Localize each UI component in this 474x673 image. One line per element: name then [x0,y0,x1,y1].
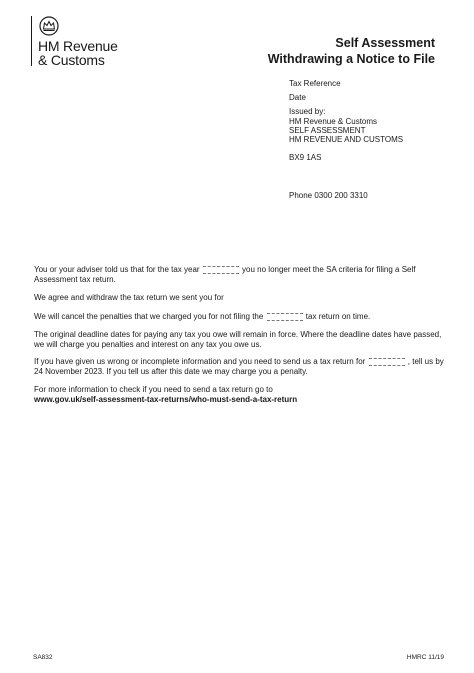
redacted-tax-year [369,358,405,366]
p1-text-a: You or your adviser told us that for the tax year [34,265,200,274]
paragraph-wrong-info [34,357,444,376]
tax-reference-label: Tax Reference [289,79,341,88]
paragraph-withdraw [34,293,444,303]
redacted-tax-year [267,313,303,321]
document-subtitle: Withdrawing a Notice to File [267,52,435,66]
issuer-line1: HM Revenue & Customs [289,117,378,126]
p6-text: For more information to check if you need to send a tax return go to [34,385,273,394]
gov-uk-link[interactable]: www.gov.uk/self-assessment-tax-returns/who-must-send-a-tax-return [34,394,298,404]
p3-text-a: We will cancel the penalties that we charged you for not filing the [34,312,264,321]
form-code: SA832 [33,654,53,661]
p2-text: We agree and withdraw the tax return we sent you for [34,293,224,302]
paragraph-tax-year [34,265,444,284]
paragraph-penalties [34,312,444,322]
phone-number: Phone 0300 200 3310 [289,191,368,200]
paragraph-more-info [34,385,444,404]
document-title: Self Assessment [335,36,435,50]
p4-text-a: The original deadline dates for paying any tax you owe will remain in force. Where the deadline dates have passed, [34,330,442,339]
logo-line2: & Customs [38,52,105,68]
redacted-tax-year [203,266,239,274]
logo-line1: HM Revenue [38,38,118,54]
p1-text-b: you no longer meet the SA criteria for filing a Self Assessment tax return. [34,265,416,284]
postcode: BX9 1AS [289,153,322,162]
logo-text [38,39,118,67]
form-version: HMRC 11/19 [406,654,444,661]
issuer-line3: HM REVENUE AND CUSTOMS [289,135,404,144]
crown-crest-icon [38,16,60,36]
p5-text-b: , tell us by 24 November 2023. If you tell us after this date we may charge you a penalty. [34,357,444,376]
issued-by-label: Issued by: [289,107,326,116]
issuer-line2: SELF ASSESSMENT [289,126,366,135]
date-label: Date [289,93,306,102]
paragraph-deadlines [34,330,444,349]
p3-text-b: tax return on time. [305,312,371,321]
p5-text-a: If you have given us wrong or incomplete information and you need to send us a tax return for [34,357,366,366]
logo-rule [31,16,32,66]
p4-text-b: we will charge you penalties and interest on any tax you owe us. [34,339,262,349]
